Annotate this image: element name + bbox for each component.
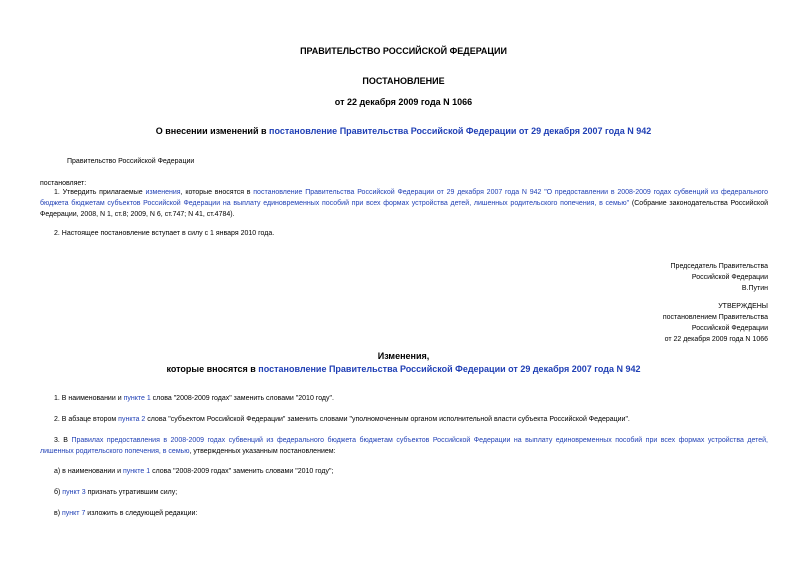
decree-942-link[interactable]: постановление Правительства Российской Федерации от 29 декабря 2007 года N 942 "О предоставлении в 2008-2009 годах субвенций из федерального бюджета бюджетам субъектов Российской Федерации на выплату единовременных пособий при всех формах устройства детей, лишенных родительского попечения, в семью" [40, 189, 768, 207]
change-item-a: а) в наименовании и пункте 1 слова "2008-2009 годах" заменить словами "2010 году"; [54, 468, 334, 475]
change-item-1: 1. В наименовании и пункте 1 слова "2008-2009 годах" заменить словами "2010 году". [54, 395, 334, 402]
paragraph-2: 2. Настоящее постановление вступает в силу с 1 января 2010 года. [54, 230, 275, 237]
government-heading: ПРАВИТЕЛЬСТВО РОССИЙСКОЙ ФЕДЕРАЦИИ [300, 46, 507, 56]
approval-line-3: Российской Федерации [691, 325, 768, 332]
signature-name: В.Путин [741, 285, 768, 292]
change-item-3: 3. В Правилах предоставления в 2008-2009 годах субвенций из федерального бюджета бюджетам субъектов Российской Федерации на выплату единовременных пособий при всех формах устройства детей, лишенных родительского попечения, в семью, утвержденных указанным постановлением: [40, 437, 768, 455]
item-v-link[interactable]: пункт 7 [62, 510, 86, 517]
doc-title [0, 126, 807, 136]
approval-line-2: постановлением Правительства [662, 314, 768, 321]
item-2-link[interactable]: пункта 2 [118, 416, 146, 423]
signature-country: Российской Федерации [691, 274, 768, 281]
signature-block [500, 261, 768, 294]
changes-link[interactable]: изменения [145, 189, 181, 196]
item-1-link[interactable]: пункте 1 [123, 395, 151, 402]
item-a-link[interactable]: пункте 1 [123, 468, 151, 475]
change-item-b: б) пункт 3 признать утратившим силу; [54, 489, 178, 496]
doc-type-heading: ПОСТАНОВЛЕНИЕ [362, 76, 445, 86]
intro-text: Правительство Российской Федерации [67, 158, 195, 165]
decrees-text: постановляет: [40, 180, 87, 187]
item-b-link[interactable]: пункт 3 [62, 489, 86, 496]
rules-link[interactable]: Правилах предоставления в 2008-2009 годах субвенций из федерального бюджета бюджетам субъектов Российской Федерации на выплату единовременных пособий при всех формах устройства детей, лишенных родительского попечения, в семью [40, 437, 768, 455]
signature-position: Председатель Правительства [670, 263, 768, 270]
approval-line-1: УТВЕРЖДЕНЫ [718, 303, 768, 310]
approval-line-4: от 22 декабря 2009 года N 1066 [664, 336, 768, 343]
doc-title-link[interactable]: постановление Правительства Российской Федерации от 29 декабря 2007 года N 942 [269, 126, 652, 136]
doc-title-prefix: О внесении изменений в [155, 126, 270, 136]
changes-title-1: Изменения, [377, 351, 430, 361]
change-item-v: в) пункт 7 изложить в следующей редакции: [54, 510, 198, 517]
changes-title-2: которые вносятся в постановление Правительства Российской Федерации от 29 декабря 2007 года N 942 [166, 364, 641, 374]
changes-title-link[interactable]: постановление Правительства Российской Федерации от 29 декабря 2007 года N 942 [258, 364, 641, 374]
doc-date-number: от 22 декабря 2009 года N 1066 [334, 97, 473, 107]
paragraph-1: 1. Утвердить прилагаемые изменения, которые вносятся в постановление Правительства Российской Федерации от 29 декабря 2007 года N 942 "О предоставлении в 2008-2009 годах субвенций из федерального бюджета бюджетам субъектов Российской Федерации на выплату единовременных пособий при всех формах устройства детей, лишенных родительского попечения, в семью" (Собрание законодательства Российской Федерации, 2008, N 1, ст.8; 2009, N 6, ст.747; N 41, ст.4784). [40, 189, 769, 218]
change-item-2: 2. В абзаце втором пункта 2 слова "субъектом Российской Федерации" заменить словами "уполномоченным органом исполнительной власти субъекта Российской Федерации". [54, 416, 630, 423]
approval-block [500, 301, 768, 345]
